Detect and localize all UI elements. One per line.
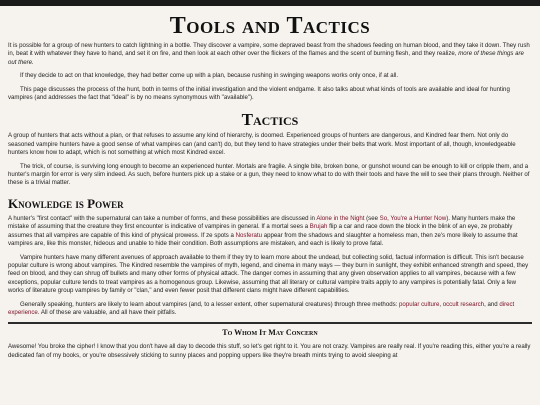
knowledge-heading: Knowledge is Power — [8, 195, 124, 211]
link-brujah[interactable]: Brujah — [309, 223, 328, 231]
page-title: Tools and Tactics — [169, 13, 371, 39]
top-bar — [0, 0, 540, 6]
knowledge-paragraph-1 — [8, 215, 532, 249]
link-so-youre-a-hunter-now[interactable]: So, You're a Hunter Now — [379, 214, 447, 222]
intro-paragraph-3: This page discusses the process of the hunt, both in terms of the initial investigation and the violent endgame. It also talks about what kinds of tools are available and ideal for hunting vampires (and addresses the fact that "ideal" is by no means synonymous with "available"). — [8, 85, 510, 102]
intro-p1-emphasis: more of these things are out there. — [8, 50, 524, 66]
knowledge-p1-text-3: ). Many hunters make the mistake of assuming that the creature they first encounter is indicative of vampires in general. If a mortal sees a — [8, 214, 516, 231]
knowledge-paragraph-2: Vampire hunters have many different avenues of approach available to them if they try to learn more about the undead, but collecting solid, factual information is difficult. This isn't because popular culture is wrong about vampires. The Kindred resemble the vampires of myth, legend, and cinema in many ways — they burn in sunlight, they exhibit enhanced strength and speed, they feed on blood, and they can shrug off bullets and many other forms of physical attack. The danger comes in assuming that any given observation applies to all vampires, because with a few exceptions, popular culture tends to treat vampires as a homogenous group. Likewise, assuming that all literary or cultural vampire traits apply to any vampires is potentially fatal. Only a few works of literature group vampires by family or "clan," and even fewer posit that different clans might have different capabilities. — [8, 253, 529, 295]
tactics-paragraph-2: The trick, of course, is surviving long enough to become an experienced hunter. Mortals are fragile. A single bite, broken bone, or gunshot wound can be enough to kill or cripple them, and a hunter's margin for error is very slim indeed. As such, before hunters pick up a stake or a gun, they need to know what to do with their tools and have the will to see their plans through. Neither of these is a trivial matter. — [8, 162, 530, 187]
concern-paragraph: Awesome! You broke the cipher! I know that you don't have all day to decode this stuff, so let's get right to it. You are not crazy. Vampires are really real. If you're reading this, either you're a really dedicated fan of my books, or you're obsessively sticking to sunny places and popping uppers like they're breath mints trying to avoid sleeping at — [8, 343, 531, 359]
knowledge-paragraph-3 — [8, 301, 532, 318]
intro-p1-text: It is possible for a group of new hunters to catch lightning in a bottle. They discover a vampire, some depraved beast from the shadows feeding on human blood, and they take it down. They rush in, beat it with whatever they have to hand, and set it on fire, and then look at each other over the flickers of the flames and the scent of burning flesh, and they realize, — [8, 42, 530, 58]
knowledge-p3-text-1: Generally speaking, hunters are likely to learn about vampires (and, to a lesser extent, other supernatural creatures) through three methods: — [20, 300, 400, 308]
tactics-heading: Tactics — [241, 110, 299, 130]
knowledge-p3-text-3: , and — [484, 300, 500, 308]
concern-heading: To Whom It May Concern — [8, 322, 532, 340]
link-alone-in-the-night[interactable]: Alone in the Night — [316, 214, 365, 222]
link-nosferatu[interactable]: Nosferatu — [235, 231, 263, 239]
knowledge-p1-text-1: A hunter's "first contact" with the supernatural can take a number of forms, and these possibilities are discussed in — [8, 214, 317, 222]
knowledge-p3-text-4: . All of these are valuable, and all have their pitfalls. — [37, 308, 177, 316]
intro-paragraph-2: If they decide to act on that knowledge, they had better come up with a plan, because rushing in swinging weapons works only once, if at all. — [20, 72, 399, 80]
intro-paragraph-1 — [8, 42, 532, 67]
knowledge-p1-text-2: (see — [364, 214, 380, 222]
knowledge-p1-text-5: appear from the shadows and slaughter a homeless man, then ze's more likely to assume that vampires are, like this monster, hideous and unable to hide their condition. Both assumptions are mistaken, and each is likely to prove fatal. — [8, 231, 518, 248]
link-popular-culture[interactable]: popular culture — [399, 300, 440, 308]
link-occult-research[interactable]: occult research — [442, 300, 485, 308]
knowledge-p1-text-4: flip a car and race down the block in the blink of an eye, ze probably assumes that all vampires are capable of this kind of physical prowess. If ze spots a — [8, 223, 513, 239]
link-direct-experience[interactable]: direct experience — [8, 300, 515, 316]
tactics-paragraph-1: A group of hunters that acts without a plan, or that refuses to assume any kind of hierarchy, is doomed. Experienced groups of hunters are dangerous, and Kindred fear them. Not only do seasoned vampire hunters have a good sense of what vampires can (and can't) do, but they tend to have strategies under their belts that work. Most important of all, though, knowledgeable hunters know how to adapt, which is not something at which most Kindred excel. — [8, 132, 516, 157]
knowledge-p3-text-2: , — [439, 300, 443, 308]
